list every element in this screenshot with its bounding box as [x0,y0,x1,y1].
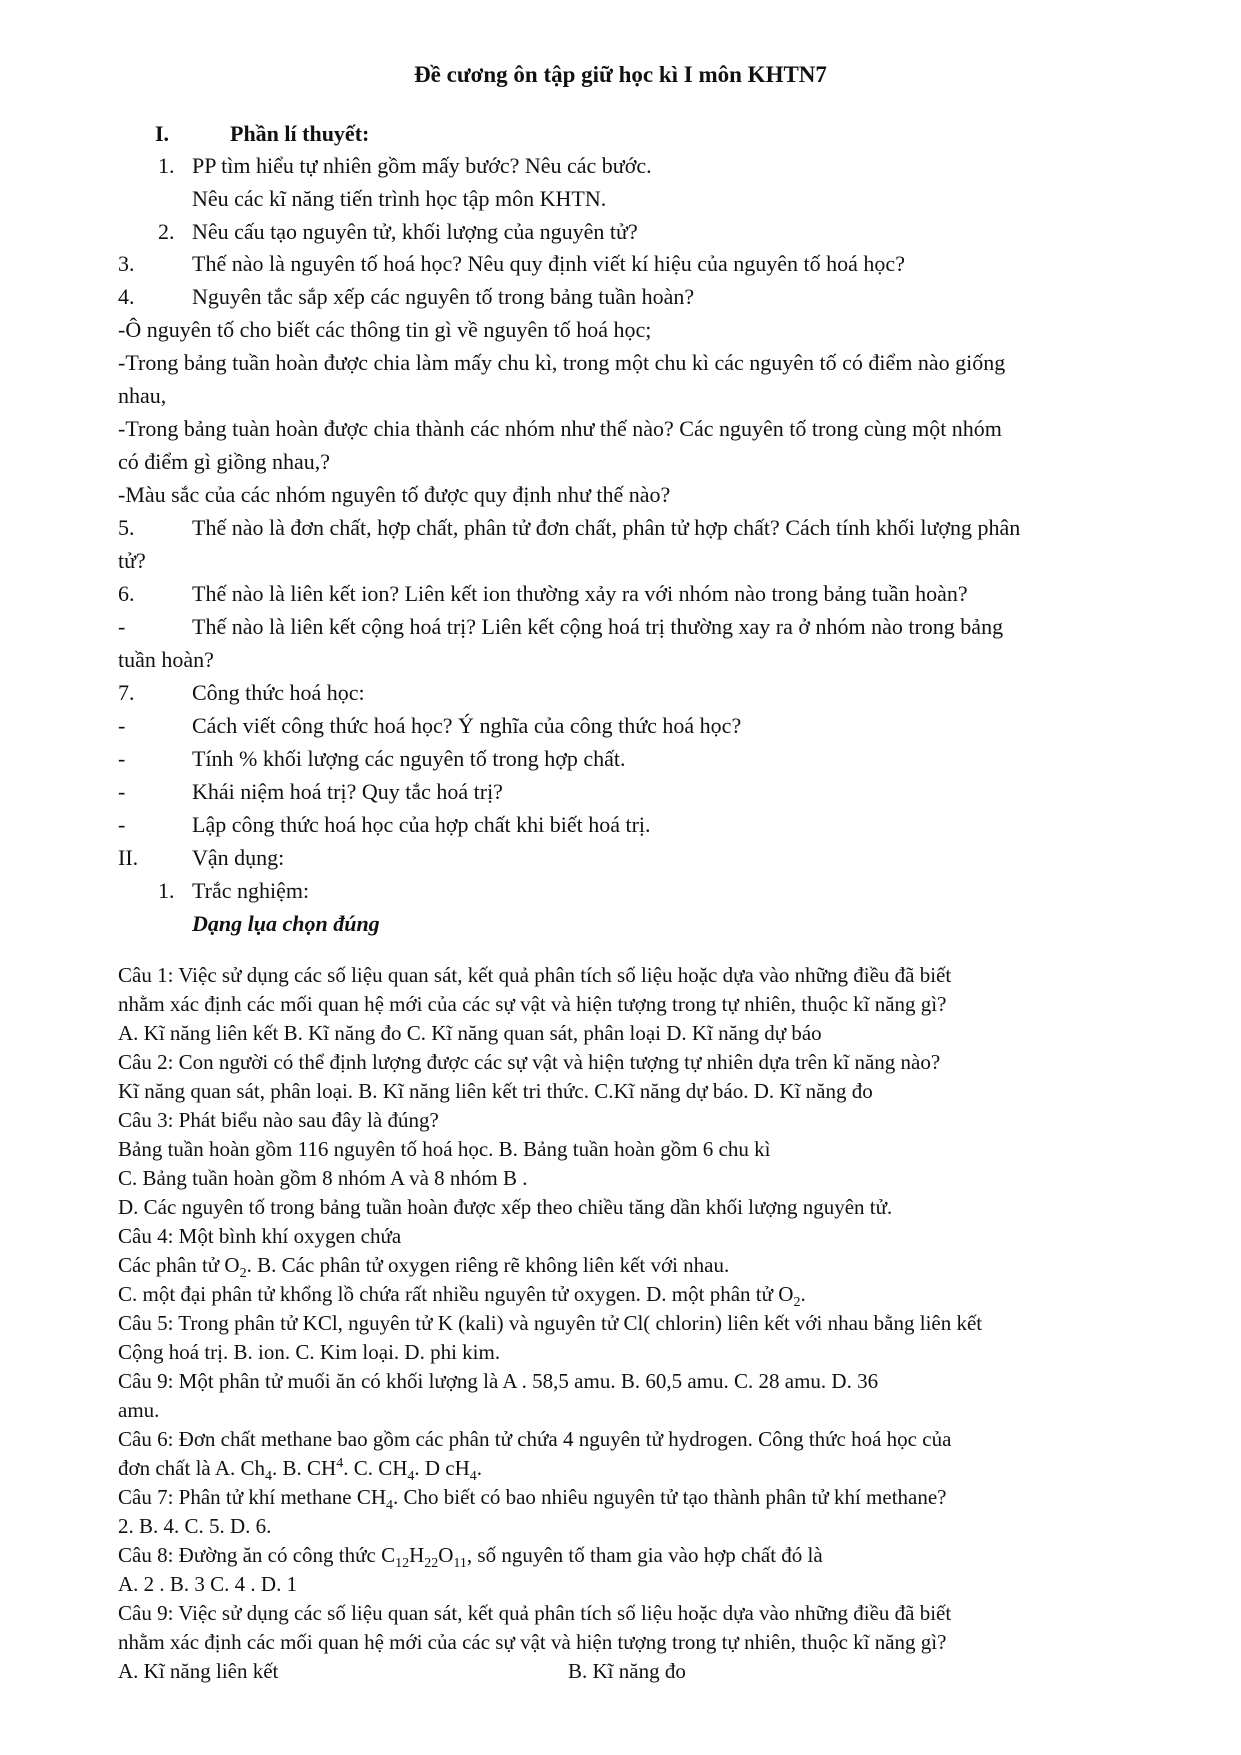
answer-options: Bảng tuần hoàn gồm 116 nguyên tố hoá học. B. Bảng tuần hoàn gồm 6 chu kì [118,1137,771,1161]
list-item-text: Thế nào là liên kết cộng hoá trị? Liên kết cộng hoá trị thường xay ra ở nhóm nào trong bảng [192,614,1004,639]
list-item-text: Thế nào là nguyên tố hoá học? Nêu quy định viết kí hiệu của nguyên tố hoá học? [192,251,905,276]
section-number: II. [118,845,139,870]
answer-options: đơn chất là A. $Ch_4$. B. $CH^4$. C. $CH_4$. D $cH_4$. [118,1456,483,1485]
answer-options: 2. B. 4. C. 5. D. 6. [118,1514,272,1538]
question-line: Câu 1: Việc sử dụng các số liệu quan sát, kết quả phân tích số liệu hoặc dựa vào những điều đã biết [118,963,952,987]
answer-option-a: A. Kĩ năng liên kết [118,1659,279,1683]
list-item-number: 1. [158,878,175,903]
answer-option-b: B. Kĩ năng đo [568,1659,686,1683]
bullet-text: -Ô nguyên tố cho biết các thông tin gì về nguyên tố hoá học; [118,317,652,342]
list-item-text: Cách viết công thức hoá học? Ý nghĩa của công thức hoá học? [192,713,742,738]
list-item-text: Tính % khối lượng các nguyên tố trong hợp chất. [192,746,626,771]
section-heading: Vận dụng: [192,845,285,870]
answer-options: C. Bảng tuần hoàn gồm 8 nhóm A và 8 nhóm B . [118,1166,528,1190]
answer-options: Kĩ năng quan sát, phân loại. B. Kĩ năng liên kết tri thức. C.Kĩ năng dự báo. D. Kĩ năng đo [118,1079,873,1103]
list-item-number: 1. [158,153,175,178]
answer-options: A. Kĩ năng liên kết B. Kĩ năng đo C. Kĩ năng quan sát, phân loại D. Kĩ năng dự báo [118,1021,822,1045]
bullet-text: -Trong bảng tuần hoàn được chia làm mấy chu kì, trong một chu kì các nguyên tố có điểm nào giống [118,350,1006,375]
list-item-dash: - [118,746,126,771]
question-line: Câu 6: Đơn chất methane bao gồm các phân tử chứa 4 nguyên tử hydrogen. Công thức hoá học của [118,1427,952,1451]
list-item-dash: - [118,779,126,804]
subsection-heading: Trắc nghiệm: [192,878,310,903]
section-number: I. [155,121,170,146]
list-item-text: Nguyên tắc sắp xếp các nguyên tố trong bảng tuần hoàn? [192,284,695,309]
bullet-text: -Màu sắc của các nhóm nguyên tố được quy định như thế nào? [118,482,671,507]
page-title: Đề cương ôn tập giữ học kì I môn KHTN7 [414,62,827,87]
question-line: Câu 4: Một bình khí oxygen chứa [118,1224,402,1248]
question-line: Câu 8: Đường ăn có công thức $C_{12}H_{22}O_{11}$, số nguyên tố tham gia vào hợp chất đó là [118,1543,823,1572]
question-line: Câu 9: Việc sử dụng các số liệu quan sát, kết quả phân tích số liệu hoặc dựa vào những điều đã biết [118,1601,952,1625]
list-item-dash: - [118,614,126,639]
list-item-text: tuần hoàn? [118,647,214,672]
list-item-number: 7. [118,680,135,705]
question-line: Câu 5: Trong phân tử KCl, nguyên tử K (kali) và nguyên tử Cl( chlorin) liên kết với nhau bằng liên kết [118,1311,983,1335]
list-item-text: Nêu các kĩ năng tiến trình học tập môn KHTN. [192,186,607,211]
list-item-text: Thế nào là liên kết ion? Liên kết ion thường xảy ra với nhóm nào trong bảng tuần hoàn? [192,581,968,606]
list-item-text: Nêu cấu tạo nguyên tử, khối lượng của nguyên tử? [192,219,638,244]
list-item-number: 6. [118,581,135,606]
answer-options: C. một đại phân tử khổng lồ chứa rất nhiều nguyên tử oxygen. D. một phân tử $O_2$. [118,1282,806,1311]
question-type-heading: Dạng lụa chọn đúng [192,911,380,936]
list-item-number: 3. [118,251,135,276]
list-item-text: Lập công thức hoá học của hợp chất khi biết hoá trị. [192,812,651,837]
list-item-text: Khái niệm hoá trị? Quy tắc hoá trị? [192,779,503,804]
list-item-number: 4. [118,284,135,309]
question-line: Câu 3: Phát biểu nào sau đây là đúng? [118,1108,439,1132]
section-heading: Phần lí thuyết: [230,121,370,146]
question-line: nhằm xác định các mối quan hệ mới của các sự vật và hiện tượng trong tự nhiên, thuộc kĩ năng gì? [118,992,947,1016]
answer-options: amu. [118,1398,160,1422]
list-item-dash: - [118,812,126,837]
answer-options: Các phân tử $O_2$. B. Các phân tử oxygen riêng rẽ không liên kết với nhau. [118,1253,730,1282]
bullet-text: có điểm gì giồng nhau,? [118,449,331,474]
question-line: nhằm xác định các mối quan hệ mới của các sự vật và hiện tượng trong tự nhiên, thuộc kĩ năng gì? [118,1630,947,1654]
list-item-text: Công thức hoá học: [192,680,365,705]
answer-options: Cộng hoá trị. B. ion. C. Kim loại. D. phi kim. [118,1340,501,1364]
bullet-text: -Trong bảng tuàn hoàn được chia thành các nhóm như thế nào? Các nguyên tố trong cùng một nhóm [118,416,1002,441]
list-item-text: Thế nào là đơn chất, hợp chất, phân tử đơn chất, phân tử hợp chất? Cách tính khối lượng phân [192,515,1021,540]
question-line: Câu 2: Con người có thể định lượng được các sự vật và hiện tượng tự nhiên dựa trên kĩ năng nào? [118,1050,941,1074]
list-item-number: 2. [158,219,175,244]
question-line: Câu 9: Một phân tử muối ăn có khối lượng là A . 58,5 amu. B. 60,5 amu. C. 28 amu. D. 36 [118,1369,879,1393]
answer-options: D. Các nguyên tố trong bảng tuần hoàn được xếp theo chiều tăng dần khối lượng nguyên tử. [118,1195,893,1219]
question-line: Câu 7: Phân tử khí methane $CH_4$. Cho biết có bao nhiêu nguyên tử tạo thành phân tử khí methane? [118,1485,947,1514]
list-item-dash: - [118,713,126,738]
list-item-number: 5. [118,515,135,540]
bullet-text: nhau, [118,383,167,408]
answer-options: A. 2 . B. 3 C. 4 . D. 1 [118,1572,298,1596]
list-item-text: tử? [118,548,146,573]
list-item-text: PP tìm hiểu tự nhiên gồm mấy bước? Nêu các bước. [192,153,652,178]
